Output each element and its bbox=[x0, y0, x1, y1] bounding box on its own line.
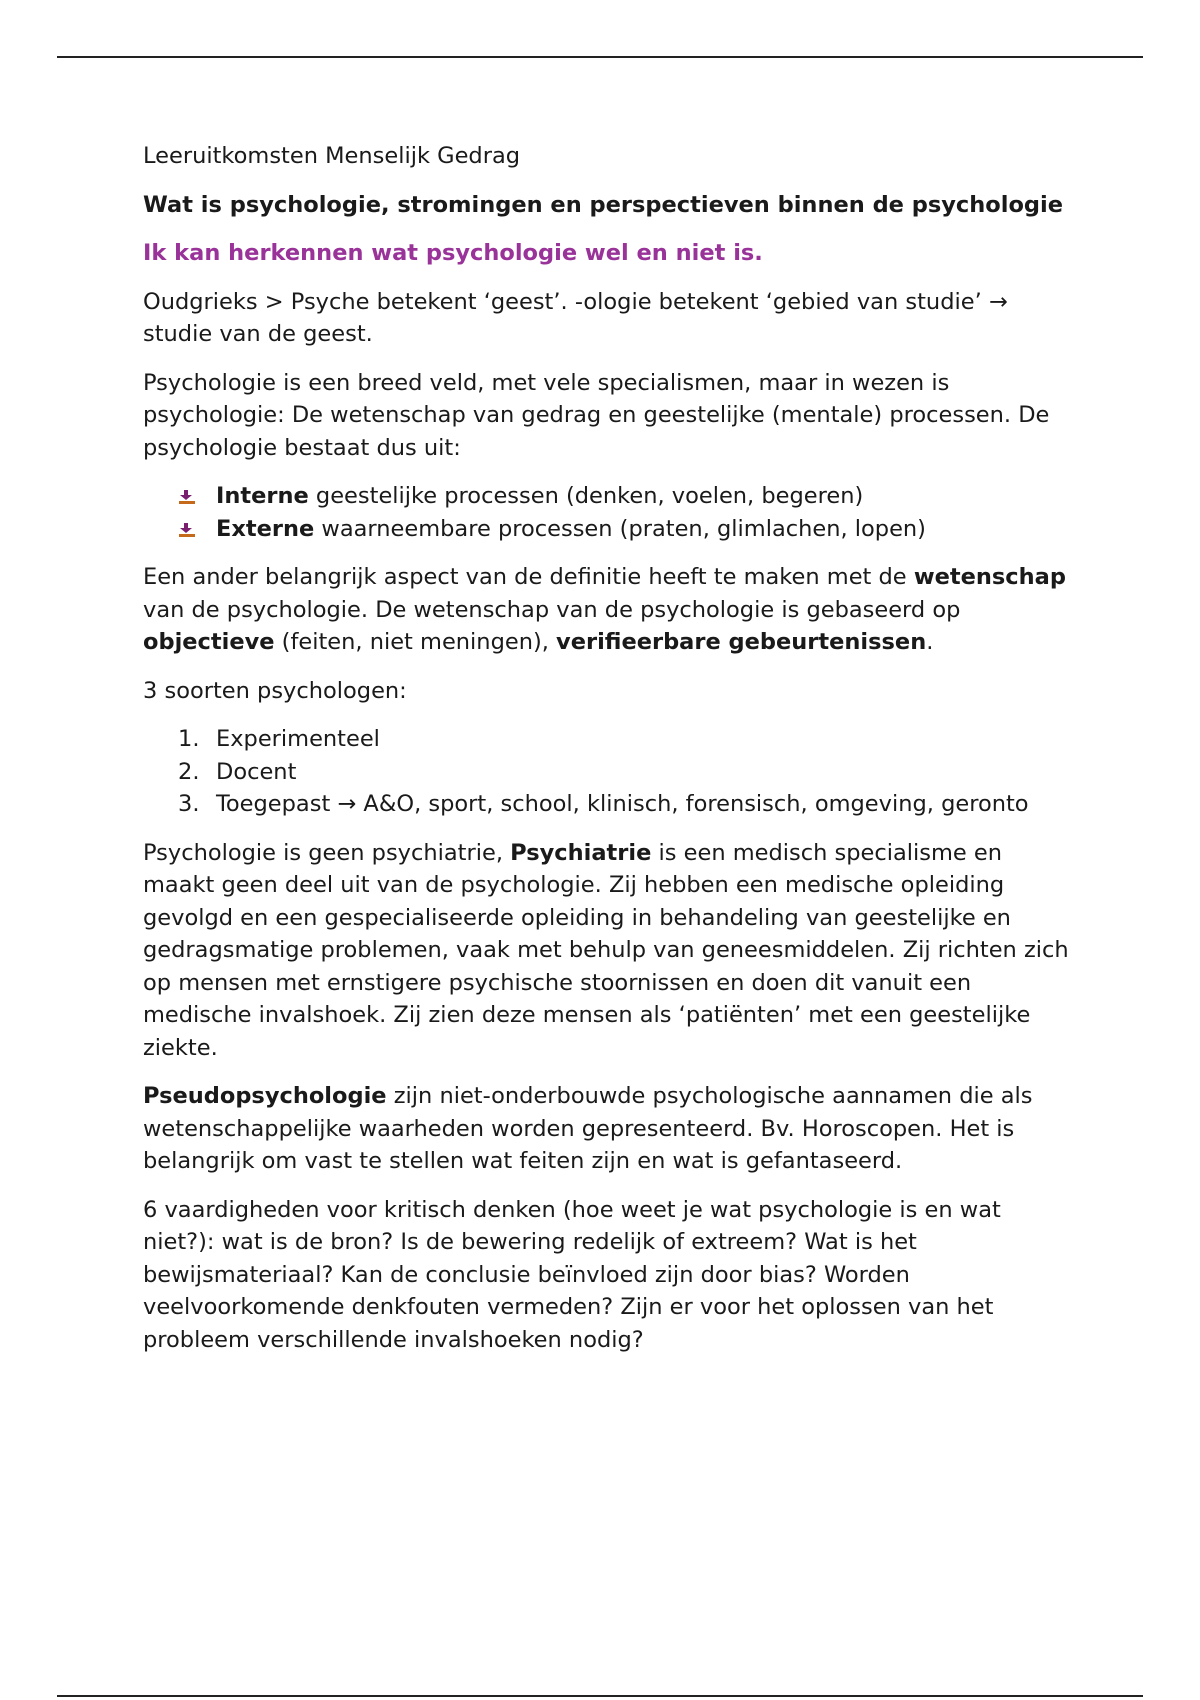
bottom-rule bbox=[57, 1695, 1143, 1697]
process-description: waarneembare processen (praten, glimlachen, lopen) bbox=[314, 515, 926, 542]
list-number: 2. bbox=[178, 758, 200, 785]
process-term: Externe bbox=[216, 515, 315, 542]
process-term: Interne bbox=[216, 483, 309, 509]
learning-outcome: Ik kan herkennen wat psychologie wel en niet is. bbox=[143, 240, 763, 266]
psychologist-types-list bbox=[143, 723, 1073, 821]
list-item bbox=[178, 723, 1073, 756]
types-intro: 3 soorten psychologen: bbox=[143, 677, 407, 704]
definition-paragraph: Psychologie is een breed veld, met vele specialismen, maar in wezen is psychologie: De wetenschap van gedrag en geestelijke (mentale) processen. De psychologie bestaat dus uit: bbox=[143, 369, 1050, 461]
bold-term: wetenschap bbox=[913, 564, 1066, 590]
list-item bbox=[178, 788, 1073, 821]
arrow-bullet-icon bbox=[178, 490, 196, 504]
text-run: zijn niet-onderbouwde psychologische aannamen die als wetenschappelijke waarheden worden gepresenteerd. Bv. Horoscopen. Het is belangrijk om vast te stellen wat feiten zijn en wat is gefantaseerd. bbox=[143, 1083, 1033, 1174]
text-run: (feiten, niet meningen), bbox=[274, 629, 557, 655]
document-body bbox=[143, 140, 1073, 1372]
process-list bbox=[143, 480, 1073, 545]
bold-term: Psychiatrie bbox=[510, 839, 652, 866]
bold-term: Pseudopsychologie bbox=[143, 1083, 387, 1109]
critical-thinking-paragraph: 6 vaardigheden voor kritisch denken (hoe weet je wat psychologie is en wat niet?): wat is de bron? Is de bewering redelijk of extreem? Wat is het bewijsmateriaal? Kan de conclusie beïnvloed zijn door bias? Worden veelvoorkomende denkfouten vermeden? Zijn er voor het oplossen van het probleem verschillende invalshoeken nodig? bbox=[143, 1196, 1001, 1353]
science-paragraph bbox=[143, 561, 1073, 659]
bold-term: verifieerbare gebeurtenissen bbox=[556, 629, 927, 655]
text-run: is een medisch specialisme en maakt geen deel uit van de psychologie. Zij hebben een medische opleiding gevolgd en een gespecialiseerde opleiding in behandeling van geestelijke en gedragsmatige problemen, vaak met behulp van geneesmiddelen. Zij richten zich op mensen met ernstigere psychische stoornissen en doen dit vanuit een medische invalshoek. Zij zien deze mensen als ‘patiënten’ met een geestelijke ziekte. bbox=[143, 839, 1069, 1061]
arrow-bullet-icon bbox=[178, 523, 196, 537]
text-run: . bbox=[926, 629, 934, 655]
origin-paragraph: Oudgrieks > Psyche betekent ‘geest’. -ologie betekent ‘gebied van studie’ → studie van de geest. bbox=[143, 288, 1008, 347]
process-description: geestelijke processen (denken, voelen, begeren) bbox=[308, 483, 864, 509]
list-text: Toegepast → A&O, sport, school, klinisch, forensisch, omgeving, geronto bbox=[216, 791, 1029, 817]
psychiatry-paragraph bbox=[143, 837, 1073, 1065]
list-number: 1. bbox=[178, 726, 200, 752]
list-item bbox=[216, 513, 1073, 546]
list-text: Experimenteel bbox=[216, 726, 380, 752]
list-text: Docent bbox=[216, 758, 297, 785]
section-heading: Wat is psychologie, stromingen en perspectieven binnen de psychologie bbox=[143, 191, 1063, 218]
document-title: Leeruitkomsten Menselijk Gedrag bbox=[143, 143, 521, 169]
list-item bbox=[178, 756, 1073, 789]
bold-term: objectieve bbox=[143, 629, 275, 655]
text-run: Psychologie is geen psychiatrie, bbox=[143, 839, 511, 866]
text-run: van de psychologie. De wetenschap van de psychologie is gebaseerd op bbox=[143, 596, 961, 623]
list-number: 3. bbox=[178, 791, 200, 817]
list-item bbox=[216, 480, 1073, 513]
pseudo-paragraph bbox=[143, 1080, 1073, 1178]
top-rule bbox=[57, 56, 1143, 58]
text-run: Een ander belangrijk aspect van de definitie heeft te maken met de bbox=[143, 564, 914, 590]
